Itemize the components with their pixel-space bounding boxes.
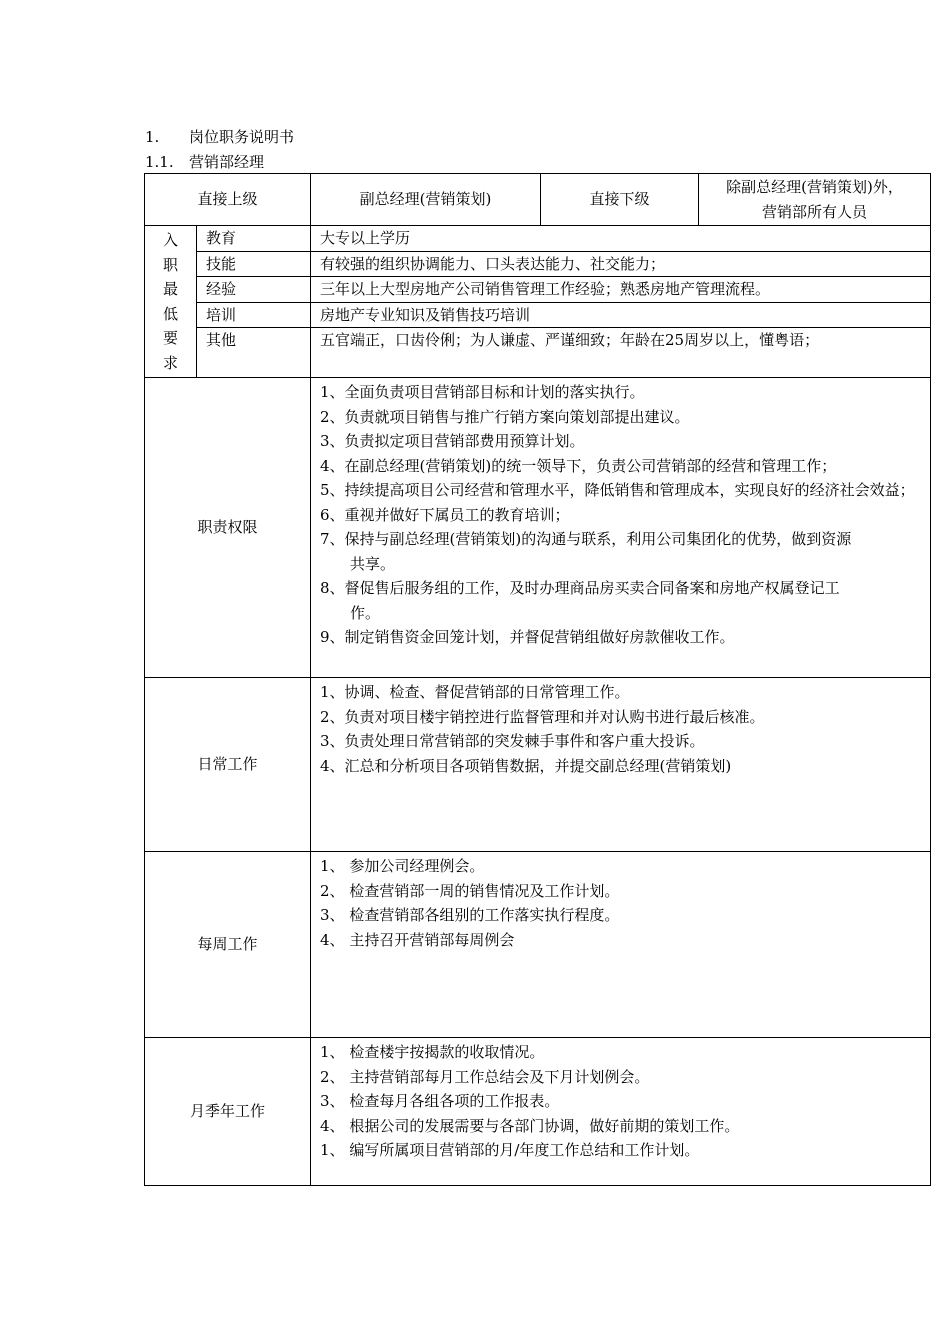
list-item: 1、 检查楼宇按揭款的收取情况。 xyxy=(320,1043,545,1061)
item-text: 8、督促售后服务组的工作，及时办理商品房买卖合同备案和房地产权属登记工 xyxy=(320,579,840,597)
requirement-row-experience xyxy=(145,277,931,303)
list-item: 2、 检查营销部一周的销售情况及工作计划。 xyxy=(320,881,620,900)
list-item: 1、 参加公司经理例会。 xyxy=(320,857,485,875)
requirement-value: 有较强的组织协调能力、口头表达能力、社交能力； xyxy=(311,251,931,277)
subordinate-label: 直接下级 xyxy=(541,174,699,226)
weekly-row xyxy=(145,852,931,1038)
section-char: 入 xyxy=(162,231,178,249)
requirement-label: 技能 xyxy=(197,251,311,277)
section-char: 要 xyxy=(162,329,178,347)
monthly-row xyxy=(145,1038,931,1186)
subordinate-value-line1: 除副总经理(营销策划)外， xyxy=(726,178,903,196)
requirement-label: 教育 xyxy=(197,226,311,252)
duties-row xyxy=(145,378,931,678)
item-text: 2、负责就项目销售与推广行销方案向策划部提出建议。 xyxy=(320,407,690,426)
list-item: 3、 检查营销部各组别的工作落实执行程度。 xyxy=(320,906,620,924)
heading-1-text: 岗位职务说明书 xyxy=(189,128,295,146)
superior-value: 副总经理(营销策划) xyxy=(311,174,541,226)
list-item: 4、 根据公司的发展需要与各部门协调，做好前期的策划工作。 xyxy=(320,1116,740,1135)
section-char: 职 xyxy=(162,255,178,274)
list-item xyxy=(320,405,924,430)
list-item xyxy=(320,380,924,405)
heading-level-2 xyxy=(145,153,264,171)
requirement-row-other xyxy=(145,328,931,378)
weekly-label: 每周工作 xyxy=(145,852,311,1038)
list-item xyxy=(320,625,924,650)
requirement-value: 大专以上学历 xyxy=(311,226,931,252)
list-item xyxy=(320,527,924,576)
monthly-label: 月季年工作 xyxy=(145,1038,311,1186)
item-text: 4、在副总经理(营销策划)的统一领导下，负责公司营销部的经营和管理工作； xyxy=(320,456,837,475)
list-item: 4、汇总和分析项目各项销售数据，并提交副总经理(营销策划) xyxy=(320,756,732,775)
requirements-section-label xyxy=(145,226,197,378)
list-item xyxy=(320,454,924,479)
list-item: 2、负责对项目楼宇销控进行监督管理和并对认购书进行最后核准。 xyxy=(320,707,765,726)
list-item xyxy=(320,576,924,625)
heading-1-number: 1. xyxy=(145,128,160,146)
item-text: 5、持续提高项目公司经营和管理水平，降低销售和管理成本，实现良好的经济社会效益； xyxy=(320,481,915,499)
item-text: 3、负责拟定项目营销部费用预算计划。 xyxy=(320,432,585,450)
list-item xyxy=(320,503,924,528)
daily-list xyxy=(311,678,931,852)
list-item: 2、 主持营销部每月工作总结会及下月计划例会。 xyxy=(320,1067,650,1086)
requirement-label: 经验 xyxy=(197,277,311,303)
requirement-row-education xyxy=(145,226,931,252)
requirement-label: 培训 xyxy=(197,302,311,328)
list-item: 1、协调、检查、督促营销部的日常管理工作。 xyxy=(320,683,630,701)
list-item: 3、 检查每月各组各项的工作报表。 xyxy=(320,1092,560,1110)
item-continuation: 共享。 xyxy=(350,554,396,573)
requirement-label: 其他 xyxy=(197,328,311,378)
heading-level-1 xyxy=(145,128,294,146)
heading-2-number: 1.1. xyxy=(145,153,174,171)
heading-2-text: 营销部经理 xyxy=(189,153,265,171)
daily-row xyxy=(145,678,931,852)
superior-label: 直接上级 xyxy=(145,174,311,226)
list-item: 1、 编写所属项目营销部的月/年度工作总结和工作计划。 xyxy=(320,1141,700,1159)
section-char: 最 xyxy=(162,280,178,298)
superior-row xyxy=(145,174,931,226)
duties-label: 职责权限 xyxy=(145,378,311,678)
requirement-value: 五官端正，口齿伶俐；为人谦虚、严谨细致；年龄在25周岁以上，懂粤语； xyxy=(311,328,931,378)
item-continuation: 作。 xyxy=(350,603,381,622)
list-item: 3、负责处理日常营销部的突发棘手事件和客户重大投诉。 xyxy=(320,732,705,750)
item-text: 6、重视并做好下属员工的教育培训； xyxy=(320,505,570,524)
daily-label: 日常工作 xyxy=(145,678,311,852)
subordinate-value xyxy=(699,174,931,226)
list-item: 4、 主持召开营销部每周例会 xyxy=(320,930,515,949)
requirement-value: 三年以上大型房地产公司销售管理工作经验；熟悉房地产管理流程。 xyxy=(311,277,931,303)
requirement-row-skills xyxy=(145,251,931,277)
requirement-row-training xyxy=(145,302,931,328)
item-text: 7、保持与副总经理(营销策划)的沟通与联系，利用公司集团化的优势，做到资源 xyxy=(320,530,852,548)
section-char: 低 xyxy=(162,304,178,323)
subordinate-value-line2: 营销部所有人员 xyxy=(762,202,868,221)
item-text: 9、制定销售资金回笼计划，并督促营销组做好房款催收工作。 xyxy=(320,628,735,646)
weekly-list xyxy=(311,852,931,1038)
item-text: 1、全面负责项目营销部目标和计划的落实执行。 xyxy=(320,383,645,401)
monthly-list xyxy=(311,1038,931,1186)
list-item xyxy=(320,429,924,454)
section-char: 求 xyxy=(162,353,178,372)
requirement-value: 房地产专业知识及销售技巧培训 xyxy=(311,302,931,328)
duties-list xyxy=(311,378,931,678)
job-description-table xyxy=(144,173,931,1186)
list-item xyxy=(320,478,924,503)
